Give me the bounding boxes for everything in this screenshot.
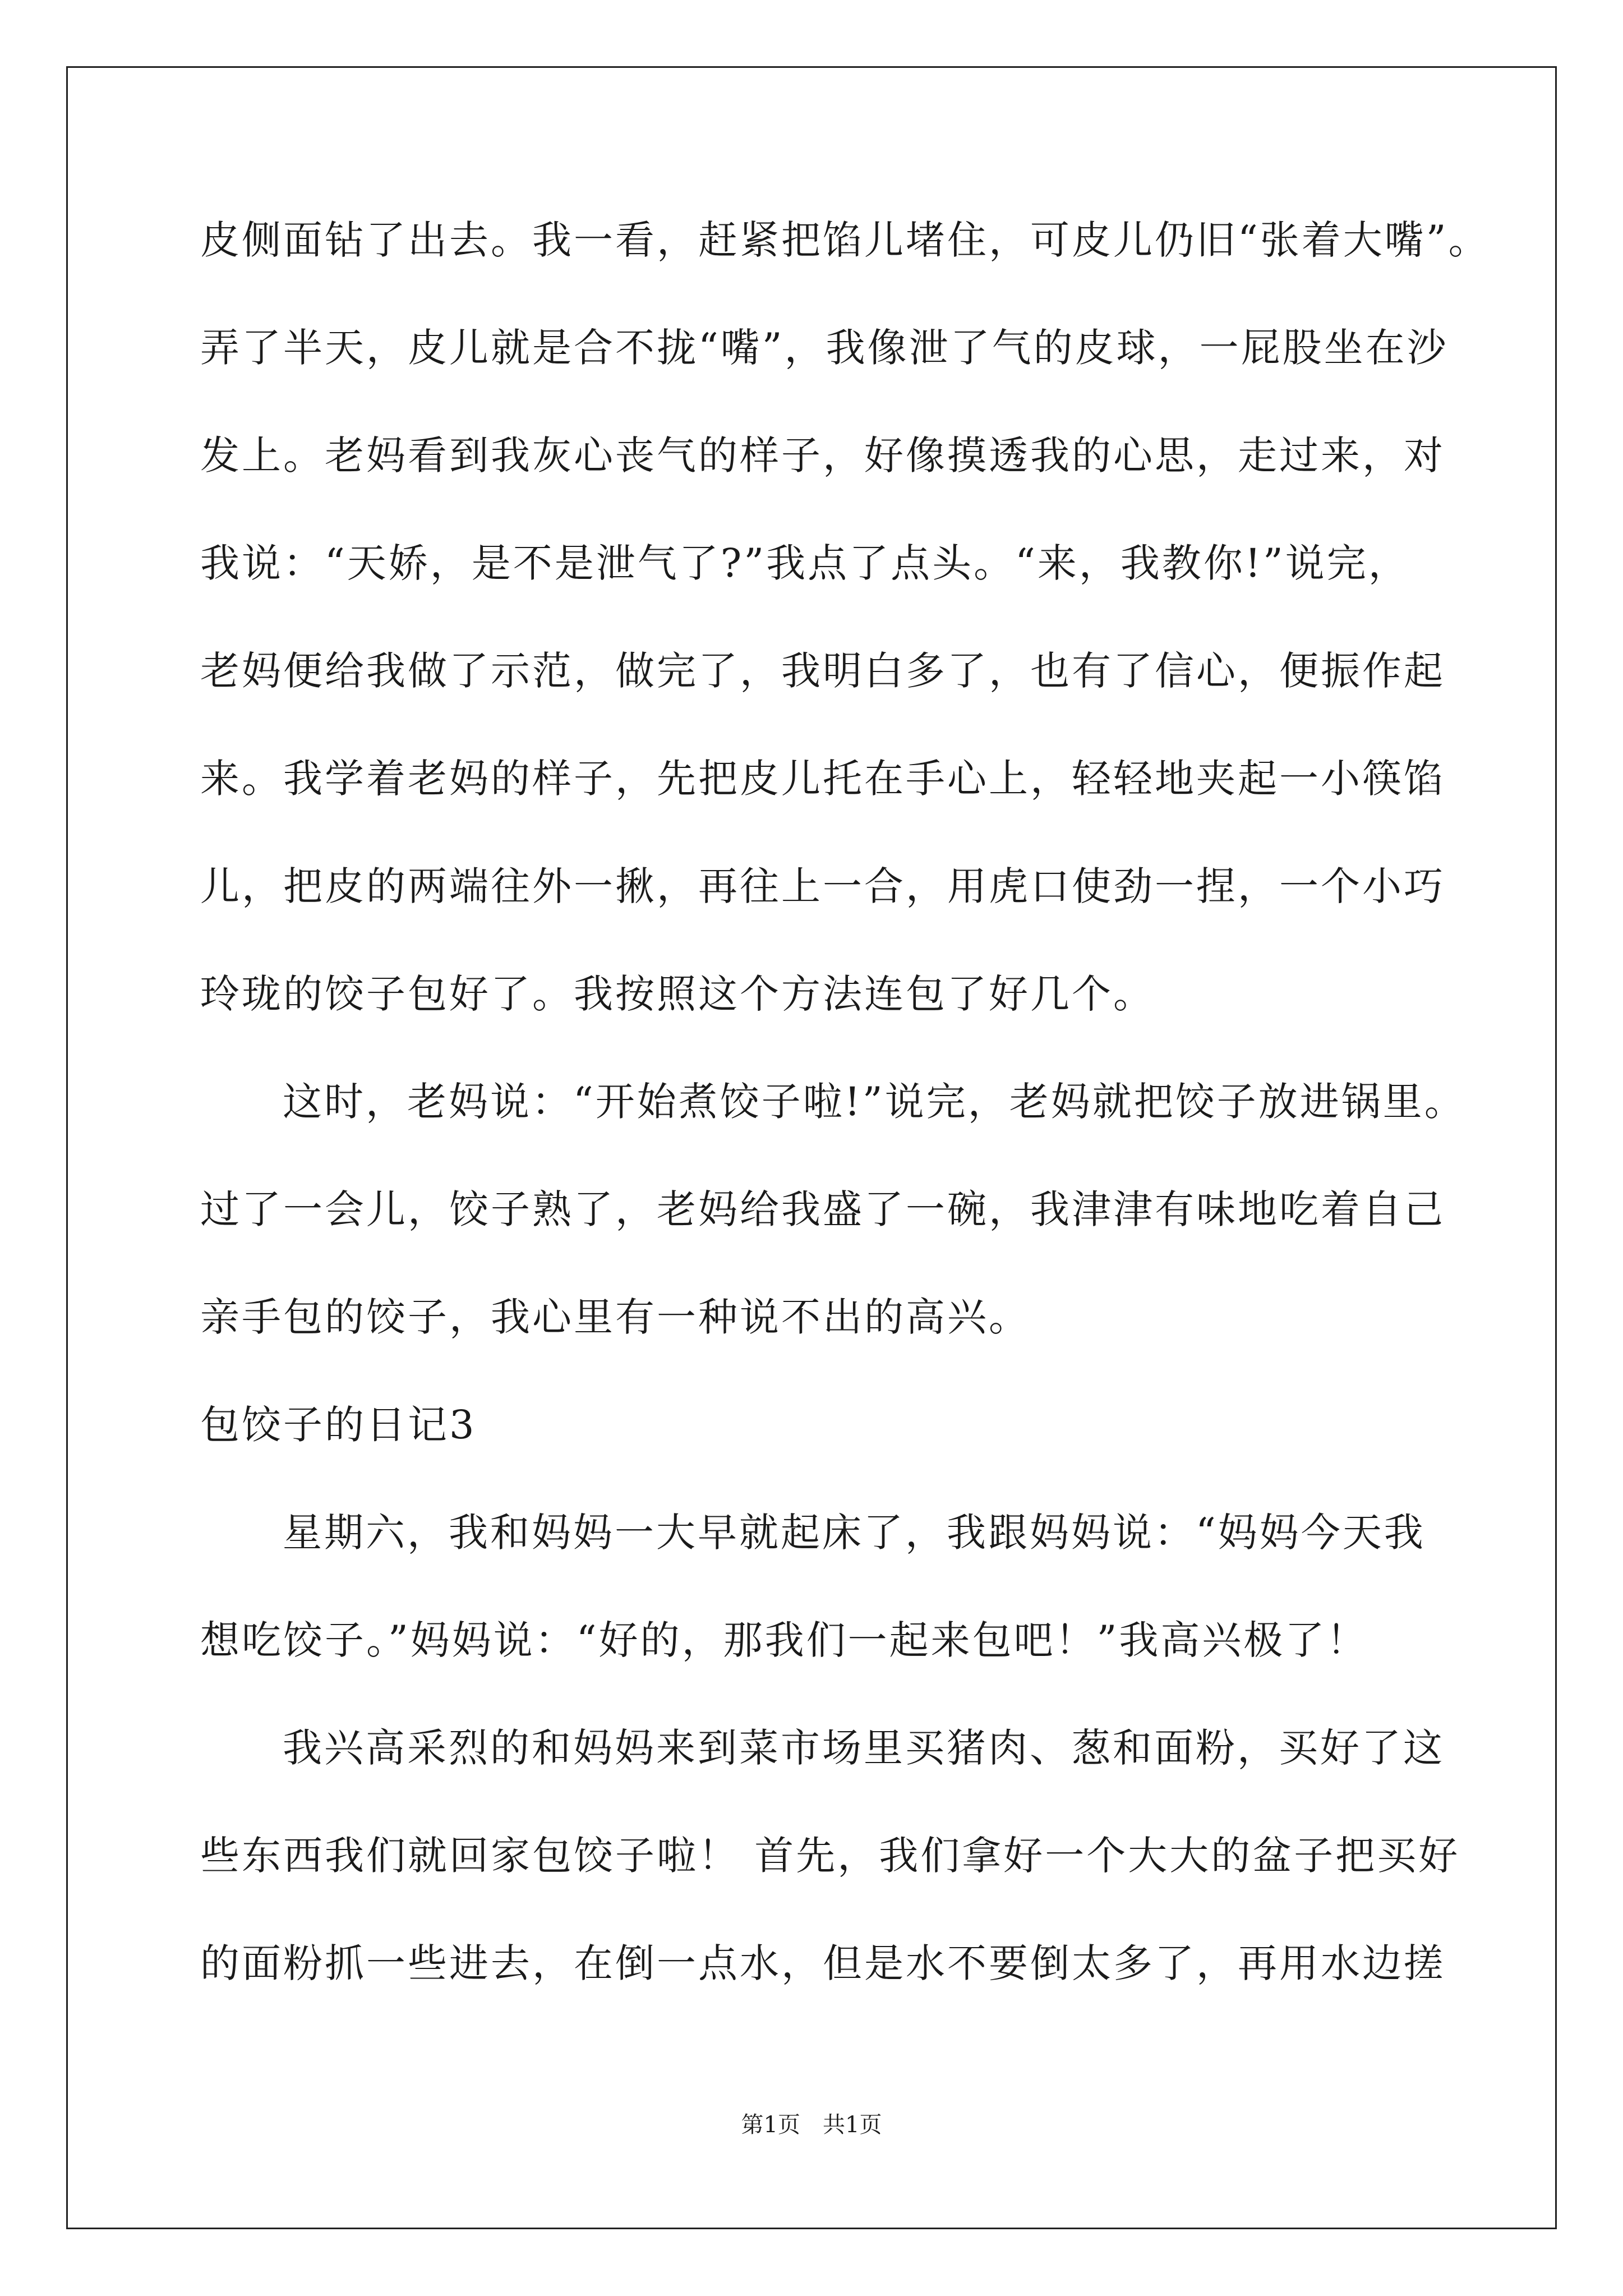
text-line: 皮侧面钻了出去。我一看，赶紧把馅儿堵住，可皮儿仍旧“张着大嘴”。 bbox=[200, 217, 1490, 263]
text-line: 亲手包的饺子，我心里有一种说不出的高兴。 bbox=[200, 1294, 1030, 1340]
text-line: 弄了半天，皮儿就是合不拢“嘴”，我像泄了气的皮球，一屁股坐在沙 bbox=[200, 325, 1449, 371]
text-line: 的面粉抓一些进去，在倒一点水，但是水不要倒太多了，再用水边搓 bbox=[200, 1940, 1445, 1986]
paragraph-first-line: 我兴高采烈的和妈妈来到菜市场里买猪肉、葱和面粉，买好了这 bbox=[283, 1725, 1445, 1771]
text-line: 玲珑的饺子包好了。我按照这个方法连包了好几个。 bbox=[200, 971, 1155, 1017]
paragraph-first-line: 星期六，我和妈妈一大早就起床了，我跟妈妈说：“妈妈今天我 bbox=[283, 1510, 1426, 1556]
text-line: 想吃饺子。”妈妈说：“好的，那我们一起来包吧！”我高兴极了！ bbox=[200, 1617, 1368, 1663]
text-line: 过了一会儿，饺子熟了，老妈给我盛了一碗，我津津有味地吃着自己 bbox=[200, 1186, 1445, 1232]
text-line: 来。我学着老妈的样子，先把皮儿托在手心上，轻轻地夹起一小筷馅 bbox=[200, 756, 1445, 802]
page-border bbox=[66, 66, 1557, 2229]
section-heading: 包饺子的日记3 bbox=[200, 1402, 477, 1448]
text-line: 些东西我们就回家包饺子啦！ 首先，我们拿好一个大大的盆子把买好 bbox=[200, 1833, 1460, 1879]
text-line: 我说：“天娇，是不是泄气了?”我点了点头。“来，我教你!”说完， bbox=[200, 540, 1410, 586]
page-footer: 第1页 共1页 bbox=[741, 2112, 882, 2138]
paragraph-first-line: 这时，老妈说：“开始煮饺子啦!”说完，老妈就把饺子放进锅里。 bbox=[283, 1079, 1466, 1125]
text-line: 发上。老妈看到我灰心丧气的样子，好像摸透我的心思，走过来，对 bbox=[200, 432, 1445, 478]
text-line: 儿，把皮的两端往外一揪，再往上一合，用虎口使劲一捏，一个小巧 bbox=[200, 863, 1445, 909]
text-line: 老妈便给我做了示范，做完了，我明白多了，也有了信心，便振作起 bbox=[200, 648, 1445, 694]
